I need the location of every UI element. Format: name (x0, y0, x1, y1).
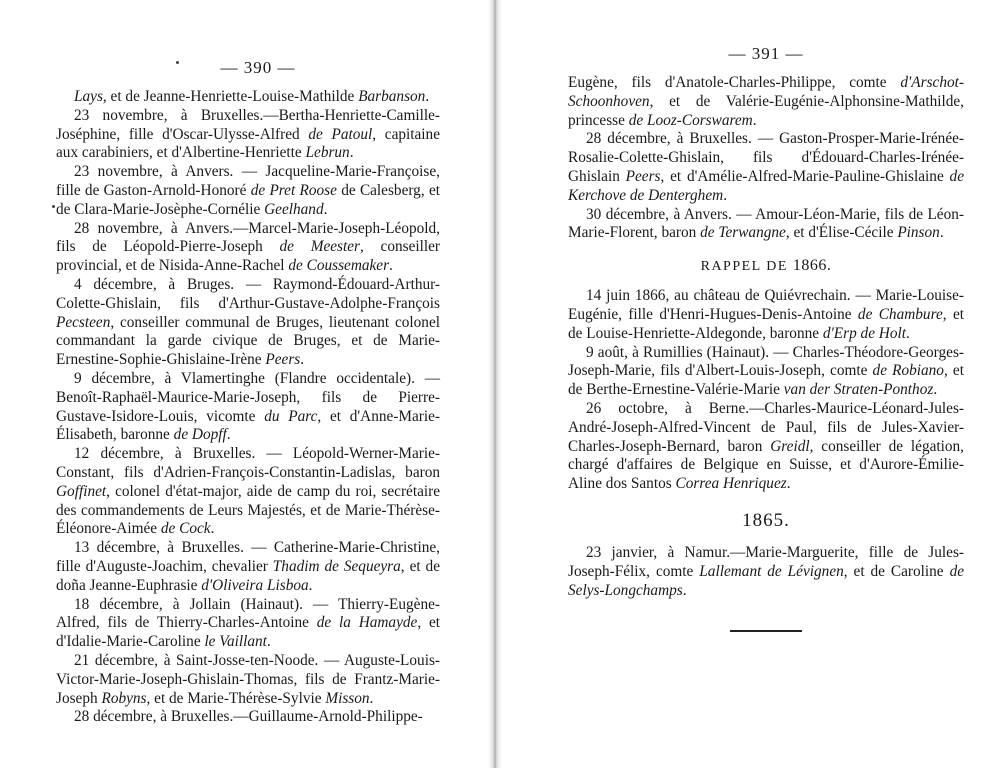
register-entry (56, 88, 440, 107)
entry-text: , et de Jeanne-Henriette-Louise-Mathilde (102, 88, 359, 105)
family-name: de Dopff (173, 426, 227, 444)
entry-text: , conseiller de légation, chargé d'affaires de Belgique en Suisse, et d'Aurore-Émilie-Aline dos Santos (568, 437, 965, 493)
entry-text: , conseiller communal de Bruges, lieutenant colonel commandant la garde civique de Bruges, et de Marie-Ernestine-Sophie-Ghislaine-Irène (56, 313, 440, 369)
section-rappel-year: 1866. (792, 257, 832, 275)
family-name: Lays (74, 88, 103, 105)
register-entry (568, 74, 964, 130)
entry-text: 9 décembre, à Vlamertinghe (Flandre occidentale). — Benoît-Raphaël-Maurice-Marie-Joseph, fils de Pierre-Gustave-Isidore-Louis, vicomte (56, 369, 440, 425)
right-continuation (568, 74, 964, 130)
entry-text: 28 décembre, à Bruxelles.—Guillaume-Arnold-Philippe- (74, 708, 423, 726)
entry-text: . (425, 88, 430, 105)
family-name: de Terwangne (700, 224, 786, 242)
right-entries-before (568, 130, 964, 243)
register-entry (56, 596, 440, 652)
entry-text: 23 novembre, à Anvers. — Jacqueline-Marie-Françoise, fille de Gaston-Arnold-Honoré (56, 163, 440, 199)
family-name: de Cock (160, 520, 211, 538)
entry-text: . (266, 633, 271, 651)
register-entry (56, 163, 440, 219)
entry-text: . (323, 200, 328, 218)
entry-text: . (308, 576, 313, 594)
family-name: Robyns (101, 689, 147, 707)
left-page (0, 0, 490, 768)
register-entry (56, 107, 440, 163)
entry-text: , et d'Idalie-Marie-Caroline (56, 614, 440, 651)
register-entry (568, 287, 964, 343)
entry-text: 23 novembre, à Bruxelles.—Bertha-Henriette-Camille-Joséphine, fille d'Oscar-Ulysse-Alfred (56, 106, 440, 143)
family-name: de Chambure (857, 305, 943, 323)
register-entry (56, 652, 440, 708)
register-entry (56, 708, 440, 727)
entry-text: . (939, 224, 944, 242)
entry-text: 4 décembre, à Bruges. — Raymond-Édouard-Arthur-Colette-Ghislain, fils d'Arthur-Gustave-Adolphe-François (56, 275, 440, 312)
entry-text: 23 janvier, à Namur.—Marie-Marguerite, fille de Jules-Joseph-Félix, comte (568, 543, 964, 580)
register-entry (56, 220, 440, 276)
family-name: Misson (325, 689, 370, 707)
page-number-left: — 390 — (220, 58, 296, 77)
entry-text: 28 novembre, à Anvers.—Marcel-Marie-Joseph-Léopold, fils de Léopold-Pierre-Joseph (56, 219, 440, 256)
entry-text: 9 août, à Rumillies (Hainaut). — Charles-Théodore-Georges-Joseph-Marie, fils d'Albert-Louis-Joseph, comte (568, 343, 964, 380)
entry-text: , et d'Amélie-Alfred-Marie-Pauline-Ghislaine (660, 167, 950, 185)
entry-text: , et de Valérie-Eugénie-Alphonsine-Mathilde, princesse (568, 92, 964, 129)
entry-text: , et de doña Jeanne-Euphrasie (56, 557, 440, 594)
family-name: du Parc (264, 407, 318, 425)
family-name: Peers (625, 167, 661, 185)
entry-text: 26 octobre, à Berne.—Charles-Maurice-Léonard-Jules-André-Joseph-Alfred-Vincent de Paul, fils de Jules-Xavier-Charles-Joseph-Bernard, baron (568, 399, 964, 455)
family-name: de Meester (279, 238, 360, 256)
entry-text: 21 décembre, à Saint-Josse-ten-Noode. — Auguste-Louis-Victor-Marie-Joseph-Ghislain-Thomas, fils de Frantz-Marie-Joseph (56, 651, 440, 707)
entry-text: , conseiller provincial, et de Nisida-Anne-Rachel (56, 238, 441, 275)
right-page (500, 0, 994, 768)
entry-text: 13 décembre, à Bruxelles. — Catherine-Marie-Christine, fille d'Auguste-Joachim, chevalier (56, 539, 440, 575)
entry-text: . (226, 426, 231, 444)
family-name: de Kerchove de Denterghem (568, 167, 964, 204)
family-name: van der Straten-Ponthoz (783, 381, 934, 399)
family-name: Pinson (897, 224, 940, 242)
page-number-right: — 391 — (728, 44, 804, 63)
entry-text: , et d'Anne-Marie-Élisabeth, baronne (56, 407, 440, 444)
register-entry (56, 539, 440, 595)
register-entry (568, 130, 964, 205)
family-name: de la Hamayde (316, 614, 418, 632)
register-entry (568, 344, 964, 400)
entry-text: , et d'Élise-Cécile (785, 224, 898, 242)
family-name: Geelhand (264, 200, 324, 218)
family-name: de Looz-Corswarem (628, 111, 753, 129)
family-name: d'Oliveira Lisboa (201, 576, 309, 594)
end-rule (730, 630, 802, 632)
entry-text: . (210, 520, 215, 538)
register-entry (56, 445, 440, 539)
register-entry (568, 544, 964, 600)
entry-text: . (723, 186, 728, 204)
family-name: de Robiano (872, 362, 944, 380)
entry-text: . (786, 475, 791, 493)
family-name: Thadim de Sequeyra (272, 557, 401, 575)
family-name: Correa Henriquez (675, 475, 787, 493)
family-name: d'Erp de Holt (822, 324, 907, 342)
register-entry (56, 276, 440, 370)
family-name: d'Arschot-Schoonhoven (568, 74, 964, 110)
family-name: de Selys-Longchamps (568, 562, 965, 599)
right-entries-rappel (568, 287, 964, 494)
register-entry (56, 370, 440, 445)
family-name: de Patoul (308, 125, 373, 143)
entry-text: . (300, 351, 305, 369)
section-rappel-label: RAPPEL DE (700, 259, 788, 275)
family-name: le Vaillant (204, 633, 267, 651)
entry-text: 30 décembre, à Anvers. — Amour-Léon-Marie, fils de Léon-Marie-Florent, baron (568, 205, 964, 242)
entry-text: . (369, 689, 374, 707)
entry-text: 12 décembre, à Bruxelles. — Léopold-Werner-Marie-Constant, fils d'Adrien-François-Constantin-Ladislas, baron (56, 445, 440, 481)
entry-text: de Calesberg, et de Clara-Marie-Josèphe-Cornélie (56, 181, 440, 218)
entry-text: Eugène, fils d'Anatole-Charles-Philippe, comte (568, 74, 901, 91)
entry-text: . (682, 581, 687, 599)
section-title-1865: 1865. (742, 509, 790, 531)
family-name: de Coussemaker (288, 257, 390, 275)
register-entry (568, 400, 964, 494)
family-name: Barbanson (358, 88, 426, 105)
entry-text: 28 décembre, à Bruxelles. — Gaston-Prosper-Marie-Irénée-Rosalie-Colette-Ghislain, fils d'Édouard-Charles-Irénée-Ghislain (568, 130, 964, 185)
entry-text: , et de Berthe-Ernestine-Valérie-Marie (568, 362, 964, 399)
register-entry (568, 206, 964, 244)
entry-text: . (906, 324, 910, 342)
entry-text: 18 décembre, à Jollain (Hainaut). — Thierry-Eugène-Alfred, fils de Thierry-Charles-Antoine (56, 595, 440, 632)
family-name: Peers (265, 351, 301, 369)
entry-text: , et de Louise-Henriette-Aldegonde, baronne (568, 305, 964, 342)
entry-text: , colonel d'état-major, aide de camp du roi, secrétaire des commandements de Leurs Majestés, et de Marie-Thérèse-Éléonore-Aimée (56, 482, 440, 538)
entry-text: , et de Caroline (843, 562, 950, 580)
family-name: Lallemant de Lévignen (699, 562, 844, 580)
entry-text: . (389, 257, 393, 275)
section-title-rappel (568, 257, 964, 275)
entry-text: , et de Marie-Thérèse-Sylvie (146, 689, 326, 707)
entry-text: , capitaine aux carabiniers, et d'Albertine-Henriette (56, 125, 440, 162)
family-name: de Pret Roose (250, 181, 337, 199)
entry-text: 14 juin 1866, au château de Quiévrechain. — Marie-Louise-Eugénie, fille d'Henri-Hugues-Denis-Antoine (568, 287, 964, 323)
right-entries-1865 (568, 544, 964, 600)
left-entries (56, 88, 440, 727)
entry-text: . (752, 111, 757, 129)
entry-text: . (933, 381, 938, 399)
family-name: Greidl (770, 437, 810, 455)
family-name: Goffinet (56, 482, 107, 500)
entry-text: . (349, 144, 354, 162)
family-name: Lebrun (305, 144, 350, 162)
family-name: Pecsteen (56, 313, 111, 331)
